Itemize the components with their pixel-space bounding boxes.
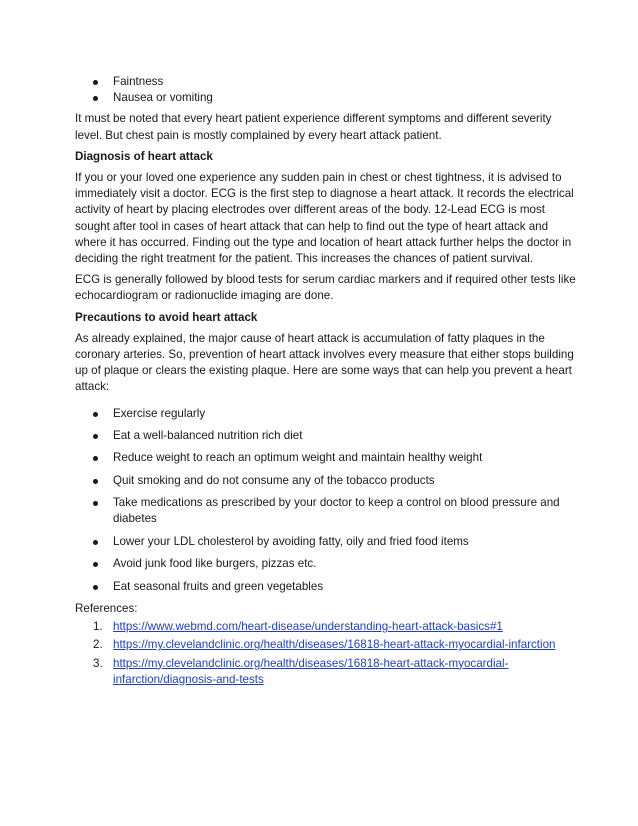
list-item: Faintness: [113, 74, 578, 90]
bullet-icon: [93, 562, 98, 567]
precautions-list: [75, 406, 578, 595]
reference-item: [93, 656, 578, 688]
references-list: [75, 619, 578, 688]
bullet-icon: [93, 456, 98, 461]
reference-item: [93, 637, 578, 653]
bullet-icon: [93, 501, 98, 506]
diagnosis-followup-paragraph: ECG is generally followed by blood tests for serum cardiac markers and if required other tests like echocardiogram or radionuclide imaging are done.: [75, 273, 576, 303]
precautions-heading: Precautions to avoid heart attack: [75, 310, 258, 324]
list-item: Eat seasonal fruits and green vegetables: [113, 579, 578, 595]
bullet-icon: [93, 80, 98, 85]
list-item: Eat a well-balanced nutrition rich diet: [113, 428, 578, 444]
symptom-list: [75, 74, 578, 106]
reference-number: 2.: [93, 638, 103, 652]
list-item: Quit smoking and do not consume any of the tobacco products: [113, 473, 578, 489]
list-item: Reduce weight to reach an optimum weight and maintain healthy weight: [113, 450, 578, 466]
bullet-icon: [93, 434, 98, 439]
bullet-icon: [93, 412, 98, 417]
bullet-icon: [93, 585, 98, 590]
bullet-icon: [93, 479, 98, 484]
list-item: Exercise regularly: [113, 406, 578, 422]
diagnosis-heading: Diagnosis of heart attack: [75, 149, 213, 163]
precautions-paragraph: As already explained, the major cause of heart attack is accumulation of fatty plaques in the coronary arteries. So, prevention of heart attack involves every measure that either stops building up of plaque or clears the existing plaque. Here are some ways that can help you prevent a heart attack:: [75, 331, 574, 394]
diagnosis-paragraph: If you or your loved one experience any sudden pain in chest or chest tightness, it is advised to immediately visit a doctor. ECG is the first step to diagnose a heart attack. It records the electrical activity of heart by placing electrodes over different areas of the body. 12-Lead ECG is most sought after tool in cases of heart attack that can help to find out the type of heart attack and where it has occurred. Finding out the type and location of heart attack further helps the doctor in deciding the right treatment for the patient. This increases the chances of patient survival.: [75, 171, 574, 266]
bullet-icon: [93, 540, 98, 545]
list-item: Nausea or vomiting: [113, 90, 578, 106]
reference-item: [93, 619, 578, 635]
reference-link-clevelandclinic[interactable]: https://my.clevelandclinic.org/health/diseases/16818-heart-attack-myocardial-infarction: [113, 638, 556, 652]
list-item: Avoid junk food like burgers, pizzas etc.: [113, 556, 578, 572]
intro-paragraph: It must be noted that every heart patient experience different symptoms and different severity level. But chest pain is mostly complained by every heart attack patient.: [75, 112, 552, 142]
reference-number: 3.: [93, 656, 103, 670]
references-label: References:: [75, 601, 138, 615]
reference-link-webmd[interactable]: https://www.webmd.com/heart-disease/understanding-heart-attack-basics#1: [113, 620, 503, 634]
list-item: Lower your LDL cholesterol by avoiding fatty, oily and fried food items: [113, 534, 578, 550]
list-item: Take medications as prescribed by your doctor to keep a control on blood pressure and diabetes: [113, 495, 578, 527]
reference-link-clevelandclinic-diagnosis[interactable]: https://my.clevelandclinic.org/health/diseases/16818-heart-attack-myocardial-infarction/diagnosis-and-tests: [113, 656, 509, 686]
bullet-icon: [93, 96, 98, 101]
reference-number: 1.: [93, 620, 103, 634]
